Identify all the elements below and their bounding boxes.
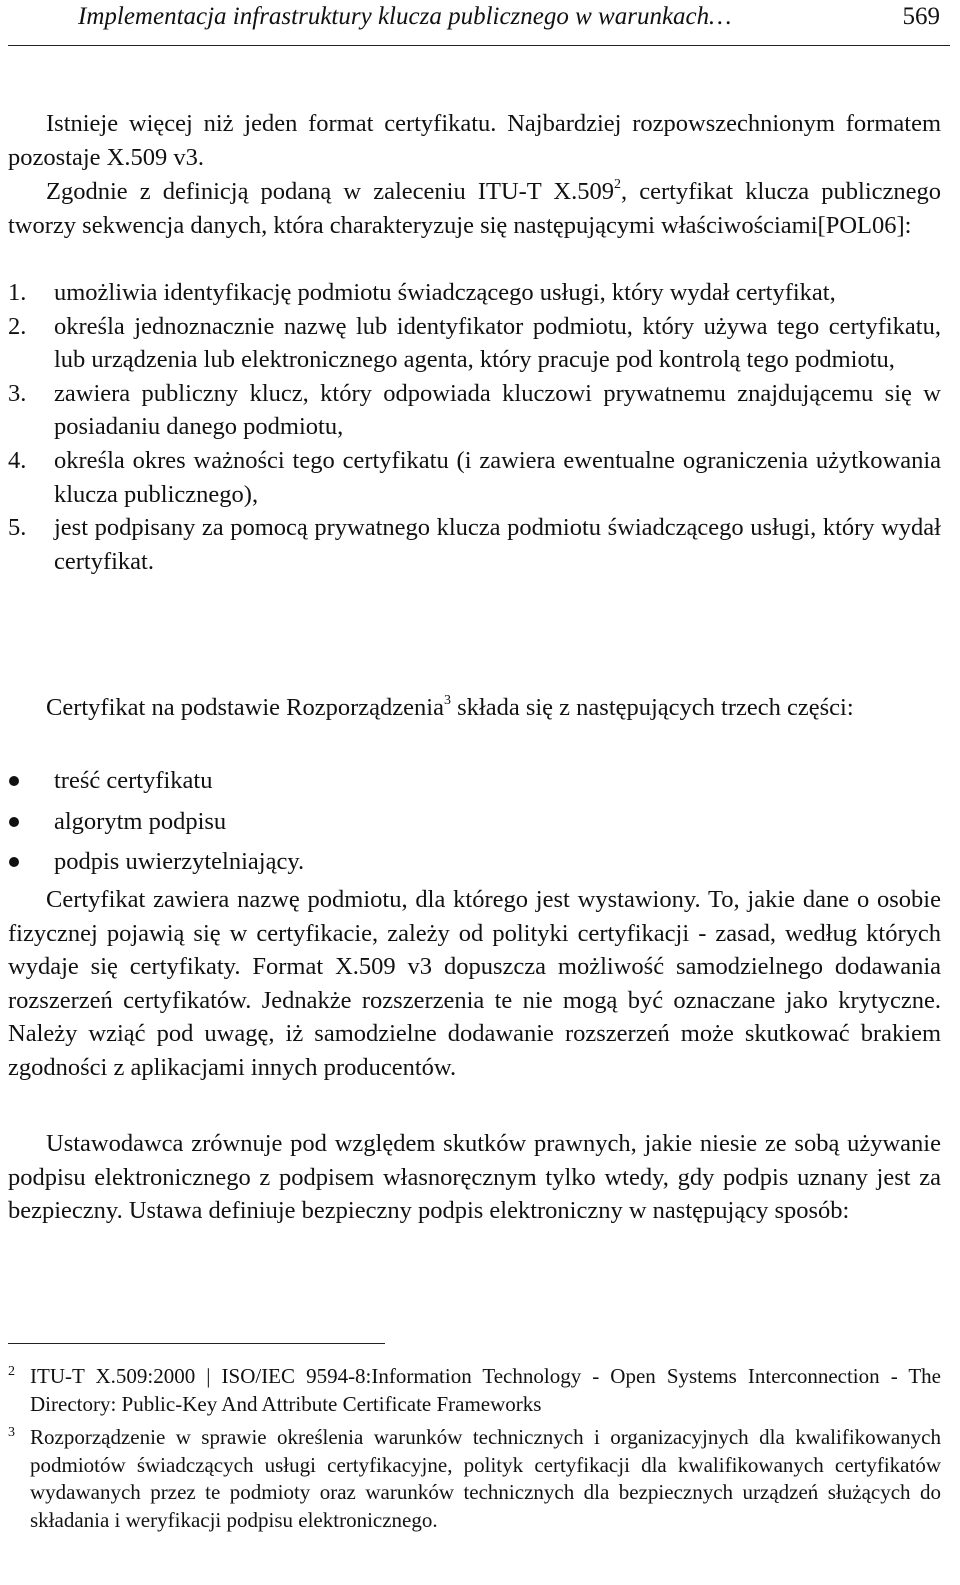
list-item xyxy=(8,511,941,578)
footnote-2 xyxy=(8,1363,941,1418)
list-number: 3. xyxy=(8,379,27,407)
list-item xyxy=(8,377,941,444)
bullet-text: podpis uwierzytelniający. xyxy=(54,848,305,875)
paragraph-text: Certyfikat na podstawie Rozporządzenia xyxy=(46,694,444,721)
list-item-text: umożliwia identyfikację podmiotu świadczącego usługi, który wydał certyfikat, xyxy=(54,279,836,306)
paragraph-law xyxy=(8,1127,941,1228)
list-item-text: określa jednoznacznie nazwę lub identyfikator podmiotu, który używa tego certyfikatu, lub urządzenia lub elektronicznego agenta, który pracuje pod kontrolą tego podmiotu, xyxy=(54,312,941,374)
bullet-item xyxy=(8,842,941,883)
paragraph-text: Ustawodawca zrównuje pod względem skutków prawnych, jakie niesie ze sobą używanie podpisu elektronicznego z podpisem własnoręcznym tylko wtedy, gdy podpis uznany jest za bezpieczny. Ustawa definiuje bezpieczny podpis elektroniczny w następujący sposób: xyxy=(8,1130,941,1225)
running-header xyxy=(8,0,950,46)
footnote-ref: 3 xyxy=(443,692,451,708)
bullet-icon xyxy=(9,776,19,786)
certificate-parts-list xyxy=(8,761,941,883)
footnote-ref: 2 xyxy=(614,176,622,192)
paragraph-formats xyxy=(8,107,941,174)
footnote-text: Rozporządzenie w sprawie określenia warunków technicznych i organizacyjnych dla kwalifikowanych podmiotów świadczących usługi certyfikacyjne, polityk certyfikacji dla kwalifikowanych certyfikatów wydawanych przez te podmioty oraz warunków technicznych dla bezpiecznych urządzeń służących do składania i weryfikacji podpisu elektronicznego. xyxy=(30,1425,941,1532)
list-number: 5. xyxy=(8,514,27,542)
list-item xyxy=(8,276,941,310)
list-item xyxy=(8,310,941,377)
footnote-3 xyxy=(8,1424,941,1534)
paragraph-text: Istnieje więcej niż jeden format certyfikatu. Najbardziej rozpowszechnionym formatem pozostaje X.509 v3. xyxy=(8,110,941,171)
list-item-text: określa okres ważności tego certyfikatu (i zawiera ewentualne ograniczenia użytkowania klucza publicznego), xyxy=(54,446,941,508)
paragraph-text: Zgodnie z definicją podaną w zaleceniu ITU-T X.509 xyxy=(46,178,615,205)
bullet-text: treść certyfikatu xyxy=(54,767,213,794)
paragraph-parts xyxy=(8,691,941,725)
bullet-item xyxy=(8,761,941,802)
footnote-rule xyxy=(8,1343,385,1344)
bullet-icon xyxy=(9,857,19,867)
certificate-properties-list xyxy=(8,276,941,578)
footnote-mark: 3 xyxy=(8,1425,15,1440)
running-title: Implementacja infrastruktury klucza publicznego w warunkach… xyxy=(78,3,732,30)
paragraph-definition xyxy=(8,175,941,242)
bullet-icon xyxy=(9,817,19,827)
bullet-item xyxy=(8,802,941,843)
list-number: 2. xyxy=(8,312,27,340)
footnote-mark: 2 xyxy=(8,1364,15,1379)
paragraph-text: składa się z następujących trzech części: xyxy=(450,694,854,721)
list-number: 1. xyxy=(8,279,27,306)
bullet-text: algorytm podpisu xyxy=(54,807,227,835)
list-number: 4. xyxy=(8,446,27,474)
list-item-text: zawiera publiczny klucz, który odpowiada kluczowi prywatnemu znajdującemu się w posiadaniu danego podmiotu, xyxy=(54,379,941,441)
footnote-text: ITU-T X.509:2000 | ISO/IEC 9594-8:Information Technology - Open Systems Interconnection - The Directory: Public-Key And Attribute Certificate Frameworks xyxy=(30,1364,941,1416)
list-item xyxy=(8,444,941,511)
list-item-text: jest podpisany za pomocą prywatnego klucza podmiotu świadczącego usługi, który wydał certyfikat. xyxy=(54,514,941,575)
paragraph-text: Certyfikat zawiera nazwę podmiotu, dla którego jest wystawiony. To, jakie dane o osobie fizycznej pojawią się w certyfikacie, zależy od polityki certyfikacji - zasad, według których wydaje się certyfikaty. Format X.509 v3 dopuszcza możliwość samodzielnego dodawania rozszerzeń certyfikatów. Jednakże rozszerzenia te nie mogą być oznaczane jako krytyczne. Należy wziąć pod uwagę, iż samodzielne dodawanie rozszerzeń może skutkować brakiem zgodności z aplikacjami innych producentów. xyxy=(8,886,941,1081)
paragraph-text: , certyfikat klucza publicznego tworzy sekwencja danych, która charakteryzuje się następującymi właściwościami[POL06]: xyxy=(8,178,942,239)
page-number: 569 xyxy=(902,3,940,30)
header-rule xyxy=(8,45,950,46)
paragraph-content xyxy=(8,883,941,1085)
